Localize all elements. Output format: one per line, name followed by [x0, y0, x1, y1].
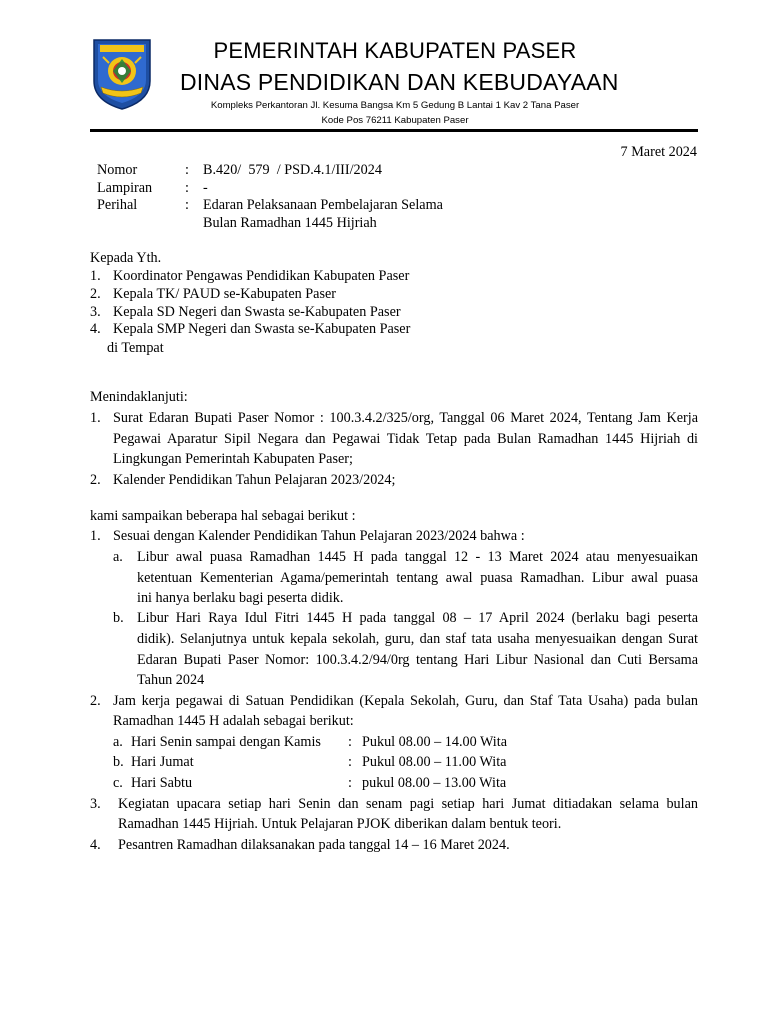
- schedule-day: Hari Sabtu: [131, 775, 193, 791]
- point3-line2: Ramadhan 1445 Hijriah. Untuk Pelajaran PJOK diberikan dalam bentuk teori.: [118, 816, 562, 832]
- point-number: 2.: [90, 693, 101, 709]
- follow-up-item1-line3: Lingkungan Pemerintah Kabupaten Paser;: [113, 451, 353, 467]
- recipient-number: 1.: [90, 268, 101, 284]
- nomor-colon: :: [185, 162, 189, 178]
- header-address-line1: Kompleks Perkantoran Jl. Kesuma Bangsa Km 5 Gedung B Lantai 1 Kav 2 Tana Paser: [210, 100, 580, 111]
- recipient-text: Kepala TK/ PAUD se-Kabupaten Paser: [113, 286, 337, 302]
- point-number: 1.: [90, 528, 101, 544]
- perihal-label: Perihal: [97, 197, 138, 213]
- regency-logo: [91, 37, 153, 111]
- schedule-colon: :: [348, 754, 352, 770]
- point1b-line2: didik). Selanjutnya untuk kepala sekolah, guru, dan staf tata usaha menyesuaikan dengan Surat: [137, 631, 698, 647]
- point1-line1: Sesuai dengan Kalender Pendidikan Tahun Pelajaran 2023/2024 bahwa :: [113, 528, 525, 544]
- point1a-line2: ketentuan Kementerian Agama/pemerintah tentang awal puasa Ramadhan. Libur awal puasa: [137, 570, 698, 586]
- perihal-line2: Bulan Ramadhan 1445 Hijriah: [203, 215, 377, 231]
- follow-up-item2-line1: Kalender Pendidikan Tahun Pelajaran 2023/2024;: [113, 472, 396, 488]
- point-number: 4.: [90, 837, 101, 853]
- point1b-line3: Edaran Bupati Paser Nomor: 100.3.4.2/94/0rg tentang Hari Libur Nasional dan Cuti Bersama: [137, 652, 698, 668]
- coat-of-arms-icon: [91, 37, 153, 111]
- header-title-line1: PEMERINTAH KABUPATEN PASER: [213, 38, 577, 63]
- follow-up-item1-line1: Surat Edaran Bupati Paser Nomor : 100.3.4.2/325/org, Tanggal 06 Maret 2024, Tentang Jam Kerja: [113, 410, 698, 426]
- schedule-day: Hari Jumat: [131, 754, 194, 770]
- lampiran-label: Lampiran: [97, 180, 153, 196]
- follow-up-item1-line2: Pegawai Aparatur Sipil Negara dan Pegawai Tidak Tetap pada Bulan Ramadhan 1445 Hijriah di: [113, 431, 698, 447]
- point2-line1: Jam kerja pegawai di Satuan Pendidikan (Kepala Sekolah, Guru, dan Staf Tata Usaha) pada bulan: [113, 693, 698, 709]
- point1b-line4: Tahun 2024: [137, 672, 205, 688]
- point3-line1: Kegiatan upacara setiap hari Senin dan senam pagi setiap hari Jumat ditiadakan selama bulan: [118, 796, 698, 812]
- schedule-letter: b.: [113, 754, 124, 770]
- lampiran-value: -: [203, 180, 208, 196]
- recipient-number: 2.: [90, 286, 101, 302]
- header-address-line2: Kode Pos 76211 Kabupaten Paser: [321, 115, 469, 126]
- lampiran-colon: :: [185, 180, 189, 196]
- recipient-number: 3.: [90, 304, 101, 320]
- follow-up-number: 1.: [90, 410, 101, 426]
- letter-date: 7 Maret 2024: [620, 144, 697, 160]
- header-divider-thick: [90, 129, 698, 132]
- point4-line1: Pesantren Ramadhan dilaksanakan pada tanggal 14 – 16 Maret 2024.: [118, 837, 510, 853]
- point1a-line3: ini hanya berlaku bagi peserta didik.: [137, 590, 344, 606]
- subpoint-letter: b.: [113, 610, 124, 626]
- schedule-day: Hari Senin sampai dengan Kamis: [131, 734, 321, 750]
- header-title-line2: DINAS PENDIDIKAN DAN KEBUDAYAAN: [180, 69, 619, 95]
- schedule-letter: c.: [113, 775, 123, 791]
- point2-line2: Ramadhan 1445 H adalah sebagai berikut:: [113, 713, 354, 729]
- recipients-intro: Kepada Yth.: [90, 250, 162, 266]
- schedule-time: Pukul 08.00 – 11.00 Wita: [362, 754, 507, 770]
- subpoint-letter: a.: [113, 549, 123, 565]
- point-number: 3.: [90, 796, 101, 812]
- schedule-letter: a.: [113, 734, 123, 750]
- schedule-colon: :: [348, 775, 352, 791]
- perihal-colon: :: [185, 197, 189, 213]
- body-intro: kami sampaikan beberapa hal sebagai berikut :: [90, 508, 356, 524]
- follow-up-intro: Menindaklanjuti:: [90, 389, 188, 405]
- nomor-label: Nomor: [97, 162, 138, 178]
- perihal-line1: Edaran Pelaksanaan Pembelajaran Selama: [203, 197, 443, 213]
- recipient-text: Kepala SMP Negeri dan Swasta se-Kabupaten Paser: [113, 321, 411, 337]
- recipients-place: di Tempat: [107, 340, 164, 356]
- recipient-text: Koordinator Pengawas Pendidikan Kabupaten Paser: [113, 268, 410, 284]
- point1b-line1: Libur Hari Raya Idul Fitri 1445 H pada tanggal 08 – 17 April 2024 (berlaku bagi peserta: [137, 610, 698, 626]
- recipient-text: Kepala SD Negeri dan Swasta se-Kabupaten Paser: [113, 304, 401, 320]
- schedule-colon: :: [348, 734, 352, 750]
- follow-up-number: 2.: [90, 472, 101, 488]
- schedule-time: pukul 08.00 – 13.00 Wita: [362, 775, 507, 791]
- point1a-line1: Libur awal puasa Ramadhan 1445 H pada tanggal 12 - 13 Maret 2024 atau menyesuaikan: [137, 549, 698, 565]
- schedule-time: Pukul 08.00 – 14.00 Wita: [362, 734, 507, 750]
- nomor-value: B.420/ 579 / PSD.4.1/III/2024: [203, 162, 382, 178]
- recipient-number: 4.: [90, 321, 101, 337]
